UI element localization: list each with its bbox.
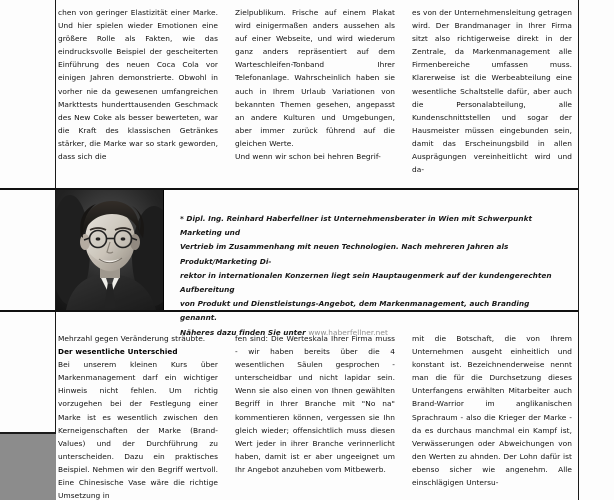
bottom-column-2: [235, 332, 395, 500]
paragraph: fen sind: Die Werteskala Ihrer Firma muss - wir haben bereits über die 4 wesentlichen Säulen gesprochen - unterscheidbar und nicht lapidar sein. Wenn sie also einen von Ihnen gewählten Begriff in Ihrer Branche mit "No na" kommentieren können, vergessen sie Ihn gleich wieder; offensichtlich muss diesen Wert jeder in ihrer Branche verinnerlicht haben, damit ist er aber ungeeignet um Ihr Angebot anzuheben vom Mitbewerb.: [235, 334, 395, 474]
paragraph: Zielpublikum. Frische auf einem Plakat wird einigermaßen anders aussehen als auf einer Webseite, und wird wiederum ganz anders repräsentiert auf dem Warteschleifen-Tonband Ihrer Telefonanlage. Wahrscheinlich haben sie auch in Ihrem Urlaub Variationen von bekannten Themen gesehen, angepasst an andere Kulturen und Umgebungen, aber immer zurück führend auf die gleichen Werte.: [235, 8, 395, 148]
bio-line: von Produkt und Dienstleistungs-Angebot, dem Markenmanagement, auch Branding genannt.: [180, 299, 530, 323]
paragraph: chen von geringer Elastizität einer Marke. Und hier spielen wieder Emotionen eine größere Rolle als Fakten, wie das eindrucksvolle Beispiel der gescheiterten Einführung des neuen Coca Cola vor einigen Jahren demonstrierte. Obwohl in vorher nie da gewesenen umfangreichen Markttests hunderttausenden Geschmack des New Coke als besser bewerteten, war die Kraft des klassischen Getränkes stärker, die Marke war so stark geworden, dass sich die: [58, 8, 218, 162]
bottom-text-columns: [58, 332, 572, 500]
portrait-image: [56, 190, 164, 310]
paragraph: es von der Unternehmensleitung getragen wird. Der Brandmanager in Ihrer Firma sitzt also richtigerweise direkt in der Zentrale, da Markenmanagement alle Firmenbereiche umfassen muss. Klarerweise ist die Werbeabteilung eine wesentliche Schaltstelle dafür, aber auch die Personalabteilung, alle Kundenschnittstellen und sogar der Hausmeister müssen eingebunden sein, damit das Erscheinungsbild in allen Ausprägungen vereinheitlicht wird und da-: [412, 8, 572, 175]
author-portrait-photo: [56, 190, 164, 310]
author-bio-text: [164, 190, 578, 337]
paragraph: Bei unserem kleinen Kurs über Markenmanagement darf ein wichtiger Hinweis nicht fehlen. Um richtig vorzugehen bei der Festlegung einer Marke ist es wesentlich zwischen den Kerneigenschaften der Marke (Brand-Values) und der Durchführung zu unterscheiden. Dazu ein praktisches Beispiel. Nehmen wir den Begriff wertvoll. Eine Chinesische Vase wäre die richtige Umsetzung in: [58, 360, 218, 500]
top-column-1: [58, 6, 218, 184]
top-column-2: [235, 6, 395, 184]
top-text-columns: [58, 6, 572, 184]
bio-line-label: Näheres dazu finden Sie unter: [180, 327, 306, 337]
section-subheading: Der wesentliche Unterschied: [58, 347, 178, 357]
bio-line: * Dipl. Ing. Reinhard Haberfellner ist Unternehmensberater in Wien mit Schwerpunkt Marketing und: [180, 214, 532, 238]
author-bio-block: [56, 190, 578, 337]
lead-line: Mehrzahl gegen Veränderung sträubte.: [58, 334, 206, 343]
bio-line: Vertrieb im Zusammenhang mit neuen Technologien. Nach mehreren Jahren als Produkt/Marketing Di-: [180, 242, 509, 266]
bottom-column-3: [412, 332, 572, 500]
bottom-column-1: [58, 332, 218, 500]
bio-line: rektor in internationalen Konzernen liegt sein Hauptaugenmerk auf der kundengerechten Aufbereitung: [180, 270, 552, 295]
top-column-3: [412, 6, 572, 184]
gray-corner-block: [0, 432, 56, 500]
paragraph: Und wenn wir schon bei hehren Begrif-: [235, 152, 381, 162]
right-page-rule: [578, 0, 579, 500]
author-website-url[interactable]: www.haberfellner.net: [308, 327, 388, 337]
paragraph: mit die Botschaft, die von Ihrem Unternehmen ausgeht einheitlich und konstant ist. Bezeichnenderweise nennt man die für die Durchsetzung dieses Unterfangens erwählten Mitarbeiter auch Brand-Warrior im anglikanischen Sprachraum - also die Krieger der Marke - da es durchaus manchmal ein Kampf ist, Verwässerungen oder Abweichungen von den Werten zu ahnden. Der Lohn dafür ist ebenso sicher wie angenehm. Alle einschlägigen Untersu-: [412, 334, 572, 488]
